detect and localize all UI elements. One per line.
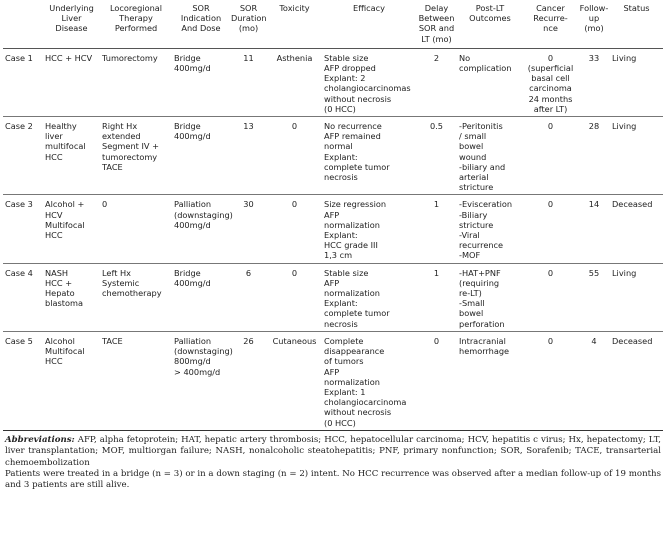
cell-line: Explant: 2 (324, 73, 366, 84)
recurrence-cell (523, 195, 578, 263)
cell-line: Living (612, 267, 637, 278)
case-series-table (3, 2, 663, 431)
header-line: Duration (231, 13, 267, 24)
cell-line: Hepato (45, 288, 75, 299)
cell-line: complete tumor (324, 161, 390, 172)
cell-line: AFP remained (324, 131, 381, 142)
cell-line: AFP (324, 366, 340, 377)
efficacy-header (322, 2, 416, 48)
followup-cell (578, 331, 610, 430)
delay-header (416, 2, 457, 48)
indication-cell (172, 48, 230, 116)
summary-note: Patients were treated in a bridge (n = 3) or in a down staging (n = 2) intent. No HCC recurrence was observed after a median follow-up of 19 months and 3 patients are still alive. (5, 468, 661, 491)
toxicity-cell (267, 48, 322, 116)
duration-cell (230, 117, 267, 195)
header-line: Indication (180, 13, 222, 24)
cell-line: carcinoma (529, 83, 572, 94)
case-cell (3, 331, 43, 430)
cell-line: bowel (459, 308, 484, 319)
cell-line: NASH (45, 267, 69, 278)
disease-cell (43, 117, 100, 195)
cell-line: -MOF (459, 250, 481, 261)
cell-line: AFP (324, 277, 340, 288)
cell-line: 0 (547, 335, 554, 346)
cell-line: 26 (243, 335, 254, 346)
outcomes-cell (457, 263, 523, 331)
cell-line: 0 (547, 52, 554, 63)
cell-line: 30 (243, 199, 254, 210)
underlying-disease-header (43, 2, 100, 48)
cell-line: cholangiocarcinomas (324, 83, 411, 94)
status-cell (610, 263, 663, 331)
post-lt-outcomes-header (457, 2, 523, 48)
case-cell (3, 263, 43, 331)
therapy-cell (100, 48, 172, 116)
cell-line: Palliation (174, 335, 212, 346)
cell-line: Stable size (324, 267, 369, 278)
recurrence-cell (523, 117, 578, 195)
table-row (3, 117, 663, 195)
disease-cell (43, 263, 100, 331)
cell-line: TACE (102, 161, 123, 172)
cell-line: 1,3 cm (324, 250, 353, 261)
cell-line: Explant: (324, 230, 358, 241)
cell-line: HCC (45, 356, 63, 367)
cell-line: 0 (433, 335, 440, 346)
status-cell (610, 331, 663, 430)
cell-line: Living (612, 121, 637, 132)
duration-cell (230, 48, 267, 116)
cell-line: -biliary and (459, 161, 506, 172)
cell-line: Explant: 1 (324, 386, 366, 397)
sor-duration-header (230, 2, 267, 48)
cell-line: 400mg/d (174, 277, 211, 288)
header-line: Disease (55, 23, 88, 34)
delay-cell (416, 117, 457, 195)
recurrence-cell (523, 48, 578, 116)
duration-cell (230, 331, 267, 430)
therapy-cell (100, 263, 172, 331)
sor-indication-header (172, 2, 230, 48)
cell-line: re-LT) (459, 288, 482, 299)
disease-cell (43, 48, 100, 116)
cell-line: -Peritonitis (459, 121, 503, 132)
toxicity-header (267, 2, 322, 48)
cell-line: without necrosis (324, 93, 392, 104)
cell-line: Multifocal (45, 219, 85, 230)
cell-line: recurrence (459, 240, 504, 251)
abbreviations-text: AFP, alpha fetoprotein; HAT, hepatic artery thrombosis; HCC, hepatocellular carcinoma; HCV, hepatitis c virus; Hx, hepatectomy; LT, liver transplantation; MOF, multiorgan failure; NASH, nonalcoholic steatohepatitis; PNF, primary nonfunction; SOR, Sorafenib; TACE, transarterial chemoembolization (5, 434, 661, 468)
cell-line: 4 (591, 335, 597, 346)
cell-line: extended (102, 131, 141, 142)
delay-cell (416, 263, 457, 331)
cell-line: Tumorectomy (102, 52, 158, 63)
cell-line: arterial (459, 172, 489, 183)
abbreviations-paragraph (5, 435, 661, 469)
cell-line: Explant: (324, 151, 358, 162)
cell-line: 0 (291, 121, 298, 132)
indication-cell (172, 263, 230, 331)
table-row (3, 195, 663, 263)
header-line: Between (418, 13, 455, 24)
cell-line: normalization (324, 219, 380, 230)
cell-line: bowel (459, 141, 484, 152)
cell-line: perforation (459, 318, 505, 329)
document (3, 2, 663, 492)
cell-line: Deceased (612, 335, 653, 346)
header-line (4, 13, 42, 23)
followup-cell (578, 48, 610, 116)
cell-line: 0 (102, 199, 108, 210)
toxicity-cell (267, 331, 322, 430)
header-line: Delay (424, 3, 449, 13)
cell-line: HCV (45, 209, 63, 220)
cell-line: tumorectomy (102, 151, 158, 162)
cell-line: No recurrence (324, 121, 382, 132)
header-line: SOR (239, 3, 258, 13)
cell-line: Alcohol (45, 335, 75, 346)
cell-line: Cutaneous (272, 335, 317, 346)
cell-line: AFP dropped (324, 63, 376, 74)
header-line: LT (mo) (421, 33, 452, 44)
cell-line: Case 4 (5, 267, 33, 278)
cell-line: (superficial (527, 63, 574, 74)
followup-cell (578, 195, 610, 263)
cell-line: necrosis (324, 172, 358, 183)
abbreviations-label: Abbreviations: (5, 434, 75, 445)
cell-line: 0 (547, 121, 554, 132)
cell-line: Multifocal (45, 346, 85, 357)
cell-line: 800mg/d (174, 356, 211, 367)
cell-line: TACE (102, 335, 123, 346)
case-header (3, 2, 43, 48)
cell-line: Bridge (174, 267, 201, 278)
cell-line: Systemic (102, 277, 140, 288)
header-line: Post-LT (475, 3, 505, 13)
case-cell (3, 195, 43, 263)
cell-line: cholangiocarcinoma (324, 397, 407, 408)
cell-line: complete tumor (324, 308, 390, 319)
cell-line: normalization (324, 376, 380, 387)
cell-line: Left Hx (102, 267, 132, 278)
therapy-cell (100, 195, 172, 263)
cell-line: 0 (547, 267, 554, 278)
table-row (3, 263, 663, 331)
header-line: Toxicity (279, 3, 310, 13)
header-line: Recurre- (533, 13, 568, 24)
cell-line: HCC + HCV (45, 52, 93, 63)
cell-line: Living (612, 52, 637, 63)
header-line: up (588, 13, 600, 24)
indication-cell (172, 117, 230, 195)
cell-line: normalization (324, 288, 380, 299)
toxicity-cell (267, 117, 322, 195)
header-line: nce (543, 23, 558, 34)
cell-line: Case 3 (5, 199, 33, 210)
cell-line: 6 (245, 267, 252, 278)
delay-cell (416, 195, 457, 263)
duration-cell (230, 195, 267, 263)
cell-line: > 400mg/d (174, 366, 221, 377)
header-line: Performed (114, 23, 158, 34)
cell-line: 1 (433, 267, 440, 278)
header-line: Efficacy (353, 3, 385, 13)
cell-line: 14 (588, 199, 600, 210)
follow-up-header (578, 2, 610, 48)
cell-line: Stable size (324, 52, 369, 63)
cell-line: HCC grade III (324, 240, 378, 251)
outcomes-cell (457, 195, 523, 263)
disease-cell (43, 195, 100, 263)
followup-cell (578, 263, 610, 331)
table-header-row (3, 2, 663, 48)
status-cell (610, 48, 663, 116)
outcomes-cell (457, 48, 523, 116)
cell-line: Explant: (324, 298, 358, 309)
cell-line: liver (45, 131, 63, 142)
efficacy-cell (322, 331, 416, 430)
cell-line: Case 5 (5, 335, 33, 346)
case-cell (3, 117, 43, 195)
cancer-recurrence-header (523, 2, 578, 48)
cell-line: complication (459, 63, 512, 74)
cell-line: without necrosis (324, 407, 392, 418)
cell-line: of tumors (324, 356, 364, 367)
cell-line: -Viral (459, 230, 480, 241)
delay-cell (416, 48, 457, 116)
cell-line: basal cell (531, 73, 570, 84)
cell-line: Complete (324, 335, 364, 346)
cell-line: 55 (588, 267, 600, 278)
therapy-cell (100, 331, 172, 430)
cell-line: hemorrhage (459, 346, 510, 357)
cell-line: 2 (433, 52, 440, 63)
cell-line: disappearance (324, 346, 385, 357)
cell-line: 0 (547, 199, 554, 210)
table-row (3, 331, 663, 430)
header-line (4, 3, 42, 13)
cell-line: 11 (243, 52, 254, 63)
cell-line: Bridge (174, 52, 201, 63)
header-line: Liver (61, 13, 82, 24)
outcomes-cell (457, 331, 523, 430)
cell-line: wound (459, 151, 487, 162)
cell-line: Healthy (45, 121, 77, 132)
disease-cell (43, 331, 100, 430)
status-cell (610, 195, 663, 263)
cell-line: Asthenia (276, 52, 313, 63)
cell-line: Case 1 (5, 52, 33, 63)
efficacy-cell (322, 195, 416, 263)
table-body (3, 48, 663, 430)
cell-line: blastoma (45, 298, 83, 309)
cell-line: 1 (433, 199, 440, 210)
cell-line: 400mg/d (174, 219, 211, 230)
header-line: Outcomes (469, 13, 511, 24)
cell-line: after LT) (533, 103, 568, 114)
header-line: (mo) (238, 23, 259, 34)
cell-line: 24 months (528, 93, 573, 104)
header-line: SOR (192, 3, 210, 13)
cell-line: 0.5 (429, 121, 444, 132)
cell-line: 0 (291, 267, 298, 278)
efficacy-cell (322, 117, 416, 195)
outcomes-cell (457, 117, 523, 195)
cell-line: -Small (459, 298, 485, 309)
header-line: Cancer (536, 3, 565, 13)
followup-cell (578, 117, 610, 195)
cell-line: HCC (45, 230, 63, 241)
header-line: Status (623, 3, 650, 13)
case-cell (3, 48, 43, 116)
status-cell (610, 117, 663, 195)
cell-line: -Biliary (459, 209, 488, 220)
cell-line: Alcohol + (45, 199, 85, 210)
cell-line: Intracranial (459, 335, 506, 346)
toxicity-cell (267, 263, 322, 331)
cell-line: HCC (45, 151, 63, 162)
cell-line: / small (459, 131, 487, 142)
header-line: Follow- (579, 3, 609, 13)
efficacy-cell (322, 263, 416, 331)
cell-line: chemotherapy (102, 288, 162, 299)
cell-line: Segment IV + (102, 141, 159, 152)
cell-line: stricture (459, 219, 494, 230)
cell-line: Bridge (174, 121, 201, 132)
cell-line: Palliation (174, 199, 212, 210)
header-line: SOR and (418, 23, 455, 34)
cell-line: normal (324, 141, 353, 152)
cell-line: AFP (324, 209, 340, 220)
cell-line: 400mg/d (174, 131, 211, 142)
header-line: (mo) (584, 23, 604, 34)
recurrence-cell (523, 331, 578, 430)
cell-line: Deceased (612, 199, 653, 210)
cell-line: HCC + (45, 277, 73, 288)
toxicity-cell (267, 195, 322, 263)
recurrence-cell (523, 263, 578, 331)
cell-line: (downstaging) (174, 346, 233, 357)
cell-line: (downstaging) (174, 209, 233, 220)
header-line: Therapy (119, 13, 153, 24)
cell-line: (0 HCC) (324, 103, 356, 114)
cell-line: necrosis (324, 318, 358, 329)
cell-line: 33 (588, 52, 600, 63)
cell-line: stricture (459, 182, 494, 193)
cell-line: Size regression (324, 199, 387, 210)
status-header (610, 2, 663, 48)
cell-line: -Evisceration (459, 199, 513, 210)
delay-cell (416, 331, 457, 430)
indication-cell (172, 195, 233, 263)
efficacy-cell (322, 48, 416, 116)
cell-line: No (459, 52, 471, 63)
cell-line: 28 (588, 121, 600, 132)
duration-cell (230, 263, 267, 331)
cell-line: 0 (291, 199, 298, 210)
cell-line: 400mg/d (174, 63, 211, 74)
table-row (3, 48, 663, 116)
cell-line: Right Hx (102, 121, 138, 132)
header-line: Locoregional (109, 3, 163, 13)
cell-line: 13 (243, 121, 254, 132)
header-line: Underlying (49, 3, 94, 13)
header-line: And Dose (181, 23, 221, 34)
cell-line: -HAT+PNF (459, 267, 501, 278)
indication-cell (172, 331, 233, 430)
table-footnote (3, 435, 663, 492)
cell-line: Case 2 (5, 121, 33, 132)
cell-line: multifocal (45, 141, 86, 152)
cell-line: (0 HCC) (324, 417, 356, 428)
therapy-cell (100, 117, 172, 195)
cell-line: (requiring (459, 277, 500, 288)
locoregional-therapy-header (100, 2, 172, 48)
